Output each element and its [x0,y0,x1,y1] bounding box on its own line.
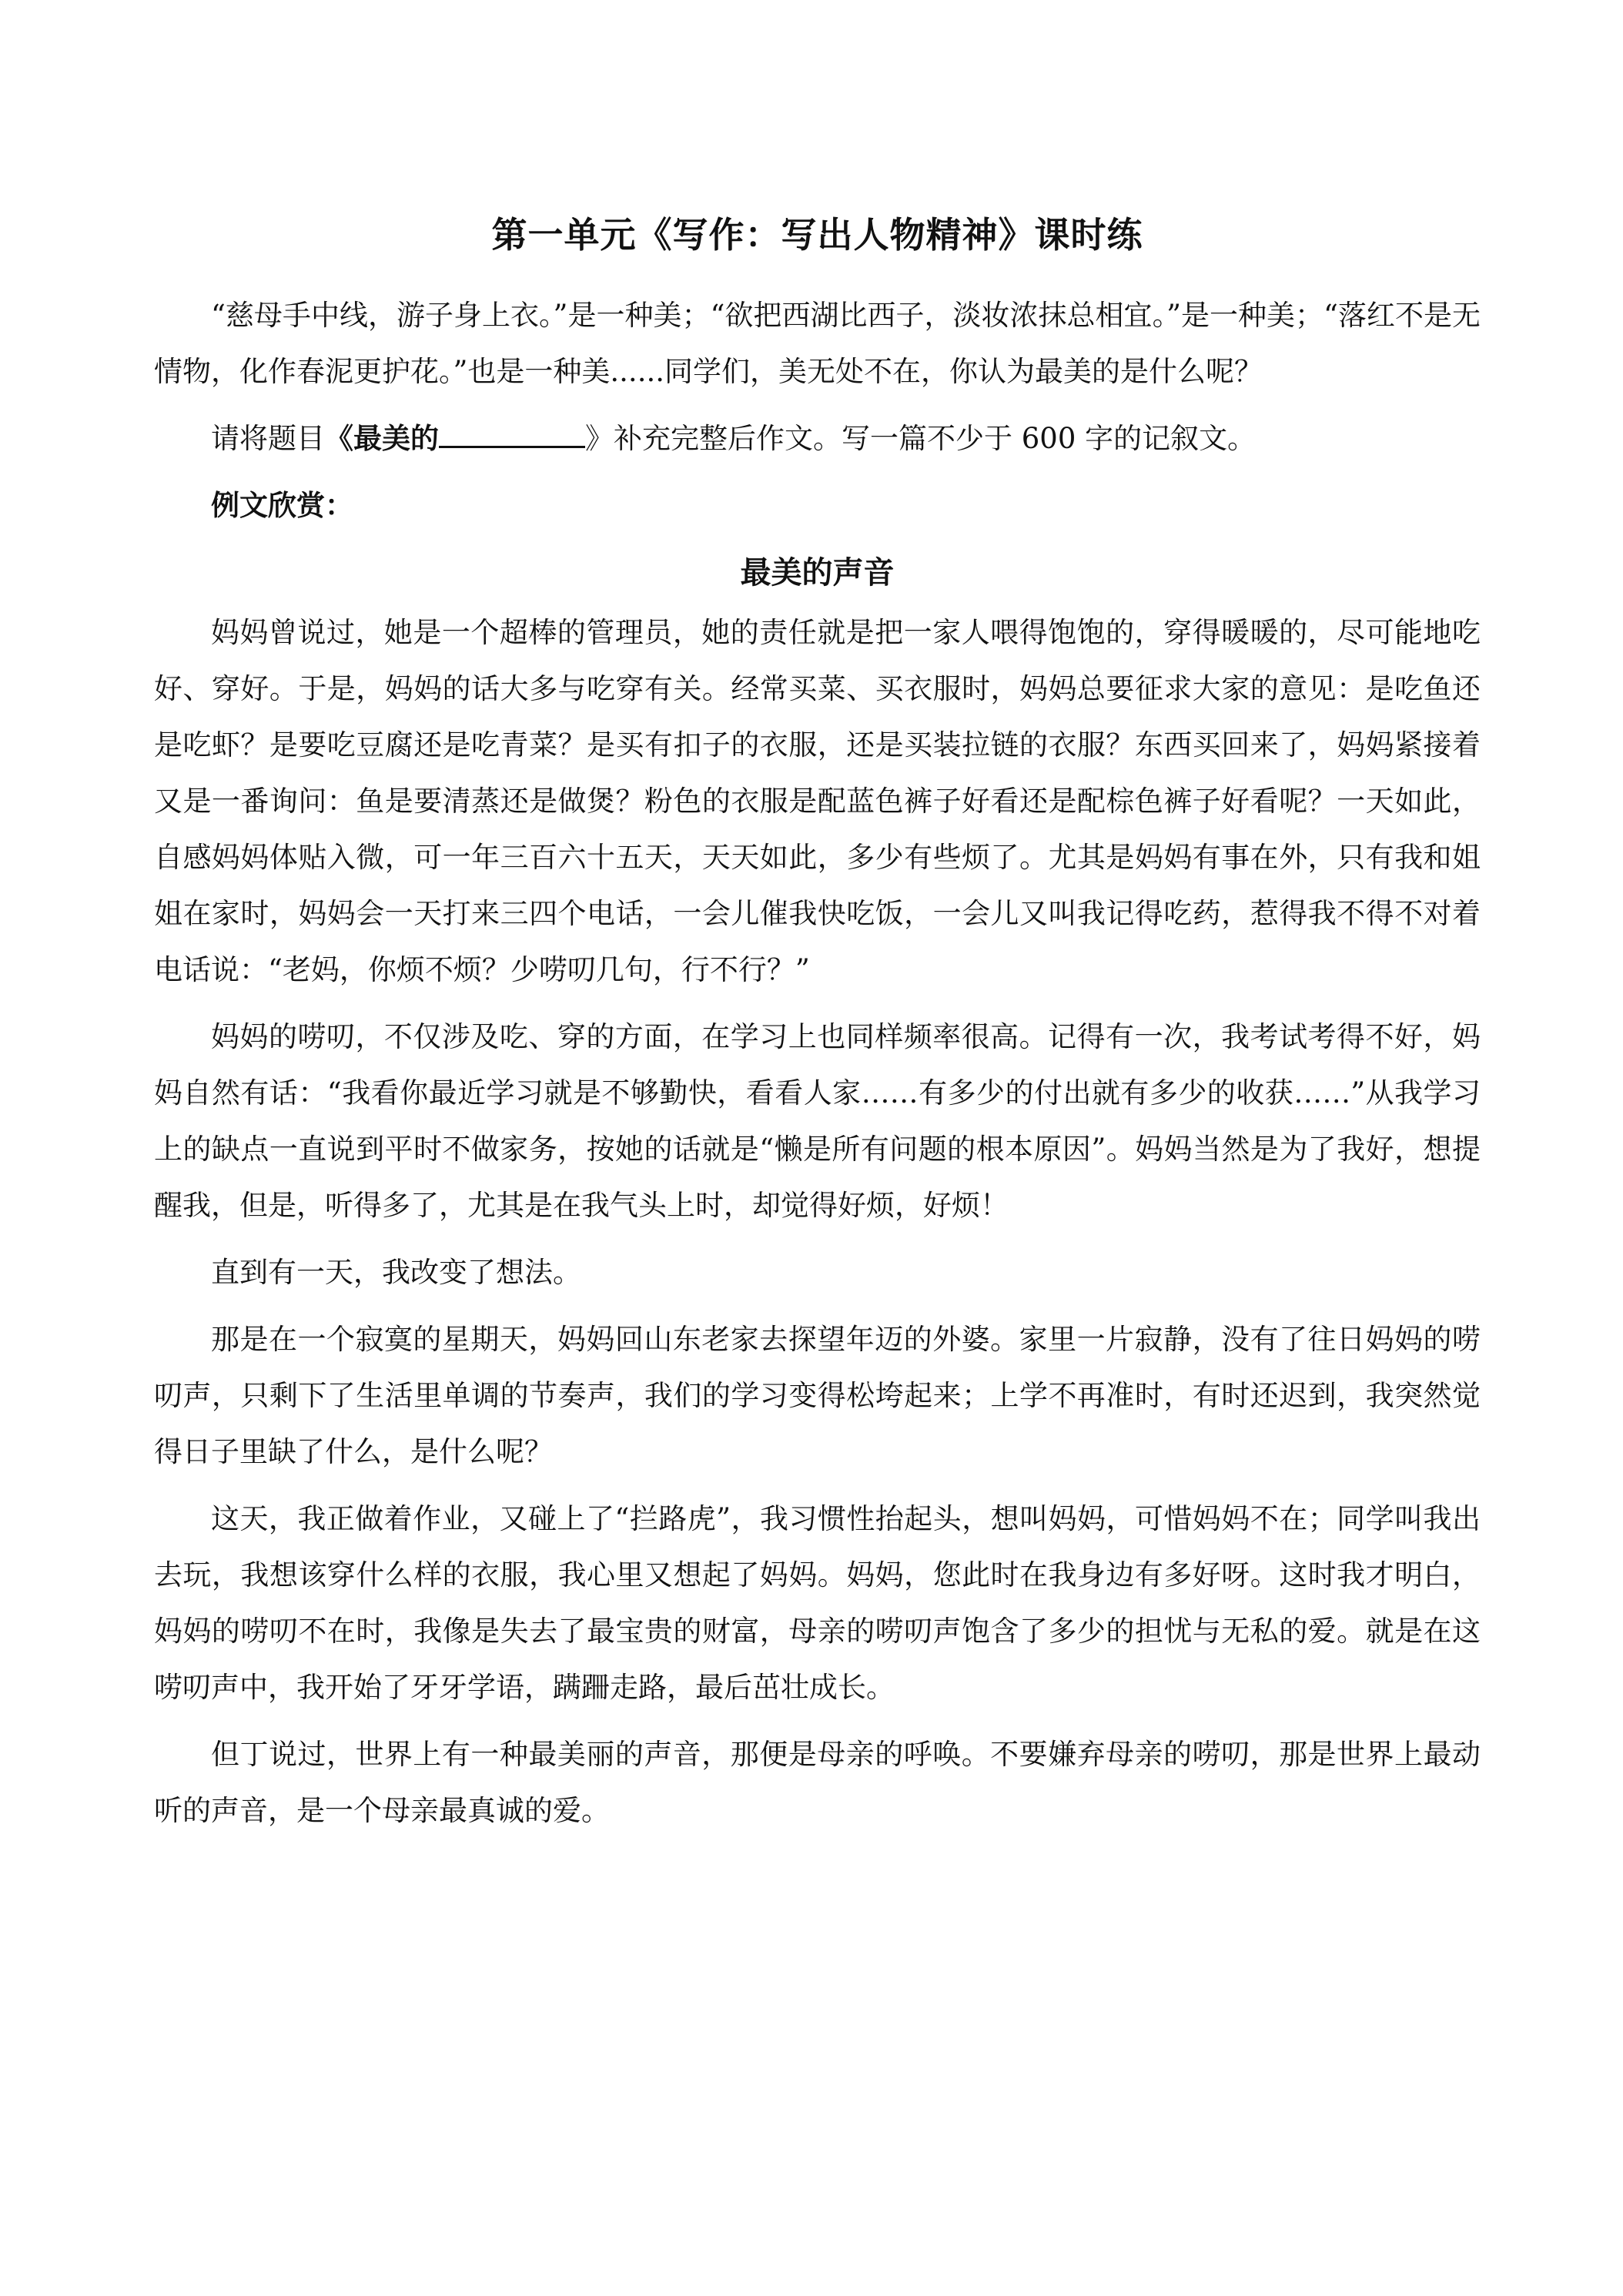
title-blank [439,417,585,448]
essay-paragraph: 这天，我正做着作业，又碰上了“拦路虎”，我习惯性抬起头，想叫妈妈，可惜妈妈不在；同学叫我出去玩，我想该穿什么样的衣服，我心里又想起了妈妈。妈妈，您此时在我身边有多好呀。这时我才明白，妈妈的唠叨不在时，我像是失去了最宝贵的财富，母亲的唠叨声饱含了多少的担忧与无私的爱。就是在这唠叨声中，我开始了牙牙学语，蹒跚走路，最后茁壮成长。 [154,1502,1481,1704]
essay-paragraph: 妈妈的唠叨，不仅涉及吃、穿的方面，在学习上也同样频率很高。记得有一次，我考试考得不好，妈妈自然有话：“我看你最近学习就是不够勤快，看看人家……有多少的付出就有多少的收获……”从我学习上的缺点一直说到平时不做家务，按她的话就是“懒是所有问题的根本原因”。妈妈当然是为了我好，想提醒我，但是，听得多了，尤其是在我气头上时，却觉得好烦，好烦！ [154,1020,1481,1222]
instruction-before: 请将题目 [211,422,325,455]
writing-prompt: “慈母手中线，游子身上衣。”是一种美；“欲把西湖比西子，淡妆浓抹总相宜。”是一种美；“落红不是无情物，化作春泥更护花。”也是一种美......同学们，美无处不在，你认为最美的是什么呢？ [154,299,1481,388]
instruction-title: 《最美的 [325,421,439,455]
essay-paragraph: 妈妈曾说过，她是一个超棒的管理员，她的责任就是把一家人喂得饱饱的，穿得暖暖的，尽可能地吃好、穿好。于是，妈妈的话大多与吃穿有关。经常买菜、买衣服时，妈妈总要征求大家的意见：是吃鱼还是吃虾？是要吃豆腐还是吃青菜？是买有扣子的衣服，还是买装拉链的衣服？东西买回来了，妈妈紧接着又是一番询问：鱼是要清蒸还是做煲？粉色的衣服是配蓝色裤子好看还是配棕色裤子好看呢？一天如此，自感妈妈体贴入微，可一年三百六十五天，天天如此，多少有些烦了。尤其是妈妈有事在外，只有我和姐姐在家时，妈妈会一天打来三四个电话，一会儿催我快吃饭，一会儿又叫我记得吃药，惹得我不得不对着电话说：“老妈，你烦不烦？少唠叨几句，行不行？” [154,616,1481,986]
example-essay [154,546,1481,1839]
essay-title: 最美的声音 [740,554,895,591]
essay-paragraph: 那是在一个寂寞的星期天，妈妈回山东老家去探望年迈的外婆。家里一片寂静，没有了往日妈妈的唠叨声，只剩下了生活里单调的节奏声，我们的学习变得松垮起来；上学不再准时，有时还迟到，我突然觉得日子里缺了什么，是什么呢？ [154,1323,1481,1468]
page-title: 第一单元《写作：写出人物精神》课时练 [491,214,1143,256]
essay-paragraph: 直到有一天，我改变了想法。 [211,1256,581,1289]
writing-instruction [154,410,1481,467]
example-label: 例文欣赏： [211,488,353,522]
instruction-after: 》补充完整后作文。写一篇不少于 600 字的记叙文。 [585,422,1257,455]
essay-paragraph: 但丁说过，世界上有一种最美丽的声音，那便是母亲的呼唤。不要嫌弃母亲的唠叨，那是世界上最动听的声音，是一个母亲最真诚的爱。 [154,1738,1481,1827]
